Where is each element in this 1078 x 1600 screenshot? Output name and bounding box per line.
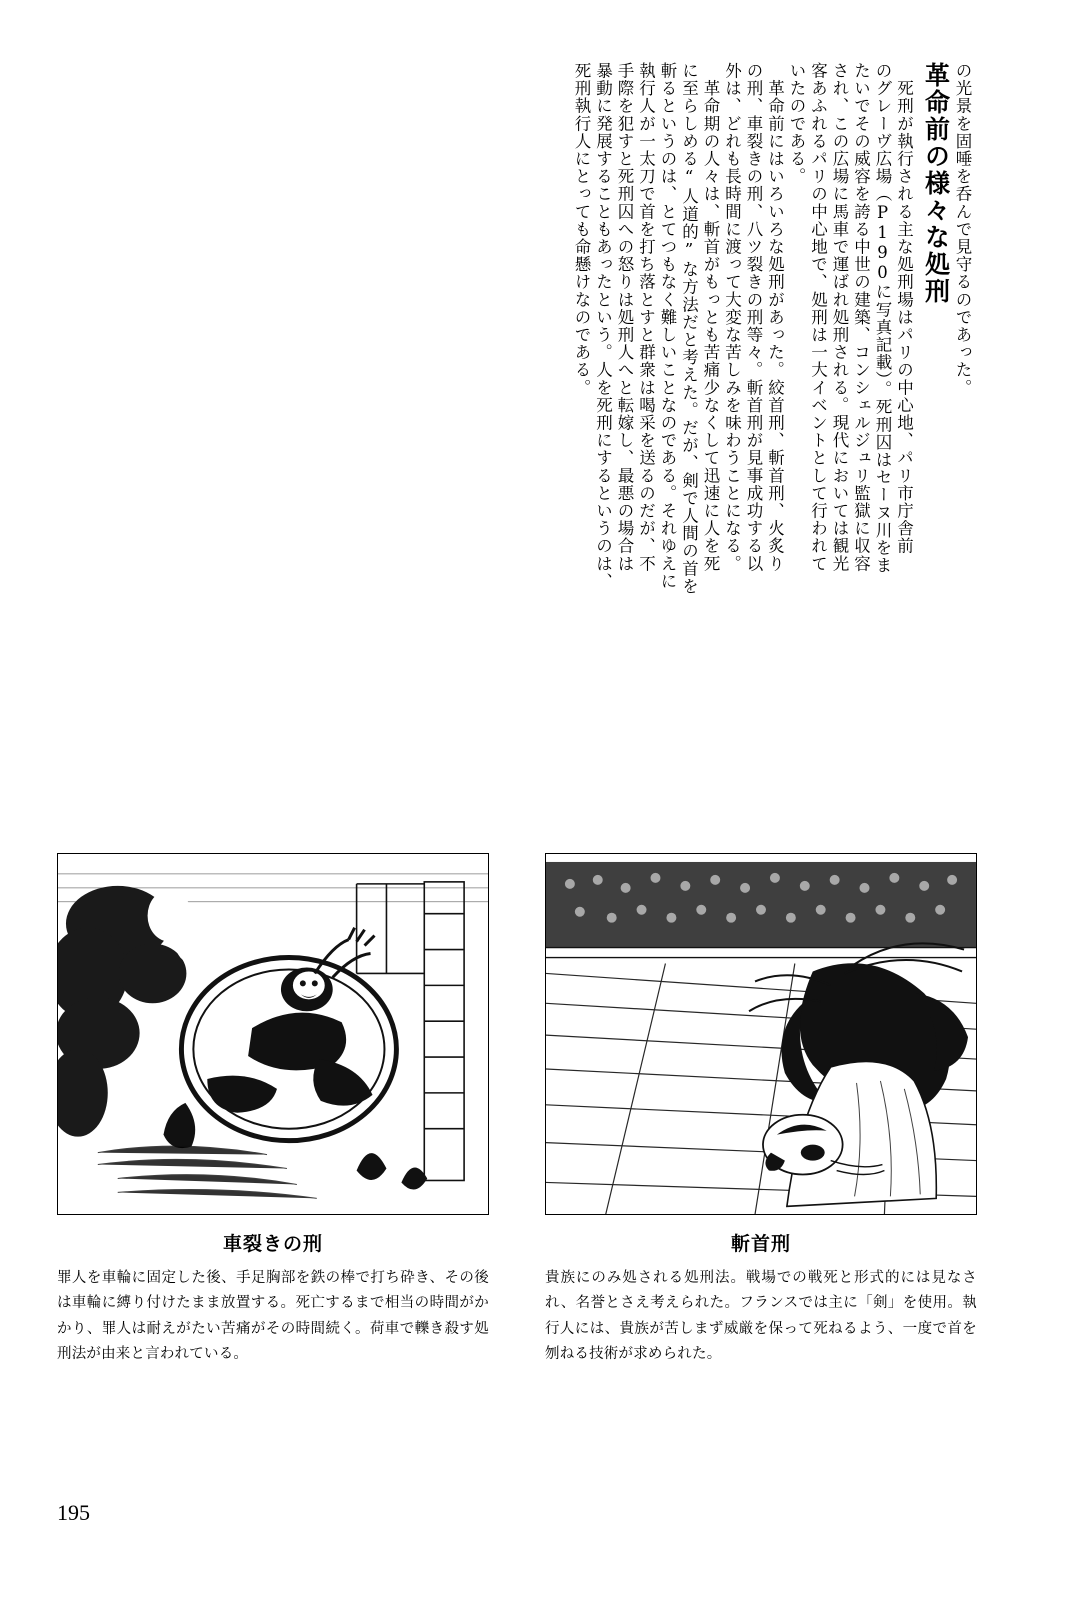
figure-caption-body: 罪人を車輪に固定した後、手足胸部を鉄の棒で打ち砕き、その後は車輪に縛り付けたまま放置する。死亡するまで相当の時間がかかり、罪人は耐えがたい苦痛がその時間続く。荷車で轢き殺す処刑法が由来と言われている。 <box>57 1270 489 1363</box>
text-column: 死刑執行人にとっても命懸けなのである。 <box>572 62 591 397</box>
page-number: 195 <box>57 1500 90 1525</box>
text-column: 死刑が執行される主な処刑場はパリの中心地、パリ市庁舎前 <box>894 62 914 555</box>
figure-caption-title: 斬首刑 <box>730 1233 791 1255</box>
text-column: のグレーヴ広場（P190に写真記載）。死刑囚はセーヌ川をま <box>873 62 892 575</box>
text-column: 執行人が一太刀で首を打ち落とすと群衆は喝采を送るのだが、不 <box>636 62 656 573</box>
text-column: たいでその威容を誇る中世の建築、コンシェルジュリ監獄に収容 <box>851 62 871 573</box>
text-column: 手際を犯すと死刑囚への怒りは処刑人へと転嫁し、最悪の場合は <box>615 62 634 573</box>
text-column: 革命前にはいろいろな処刑があった。絞首刑、斬首刑、火炙り <box>765 62 785 573</box>
figure-caption-title: 車裂きの刑 <box>222 1233 323 1255</box>
text-column: いたのである。 <box>787 62 806 186</box>
text-column: 革命期の人々は、斬首がもっとも苦痛少なくして迅速に人を死 <box>701 62 720 573</box>
text-column: 斬るというのは、とてつもなく難しいことなのである。それゆえに <box>658 62 677 590</box>
figure-row <box>0 853 1078 1373</box>
text-column: 外は、どれも長時間に渡って大変な苦しみを味わうことになる。 <box>722 62 742 573</box>
figure-caption-body: 貴族にのみ処される処刑法。戦場での戦死と形式的には見なされ、名誉とさえ考えられた。フランスでは主に「剣」を使用。執行人には、貴族が苦しまず威厳を保って死ねるよう、一度で首を刎ねる技術が求められた。 <box>545 1270 977 1363</box>
figure-wheel-execution <box>57 853 489 1368</box>
figure-image-wheel-execution <box>57 853 489 1215</box>
text-column: の光景を固唾を呑んで見守るのであった。 <box>953 62 972 397</box>
text-column: 暴動に発展することもあったという。人を死刑にするというのは、 <box>593 62 613 590</box>
article-body <box>180 62 970 762</box>
text-column: の刑、車裂きの刑、八ツ裂きの刑等々。斬首刑が見事成功する以 <box>744 62 763 573</box>
figure-beheading <box>545 853 977 1368</box>
text-column: 客あふれるパリの中心地で、処刑は一大イベントとして行われて <box>808 62 828 573</box>
page-title: 革命前の様々な処刑 <box>921 62 951 305</box>
figure-image-beheading <box>545 853 977 1215</box>
text-column: に至らしめる“人道的”な方法だと考えた。だが、剣で人間の首を <box>679 62 699 595</box>
text-column: され、この広場に馬車で運ばれ処刑される。現代においては観光 <box>830 62 849 573</box>
